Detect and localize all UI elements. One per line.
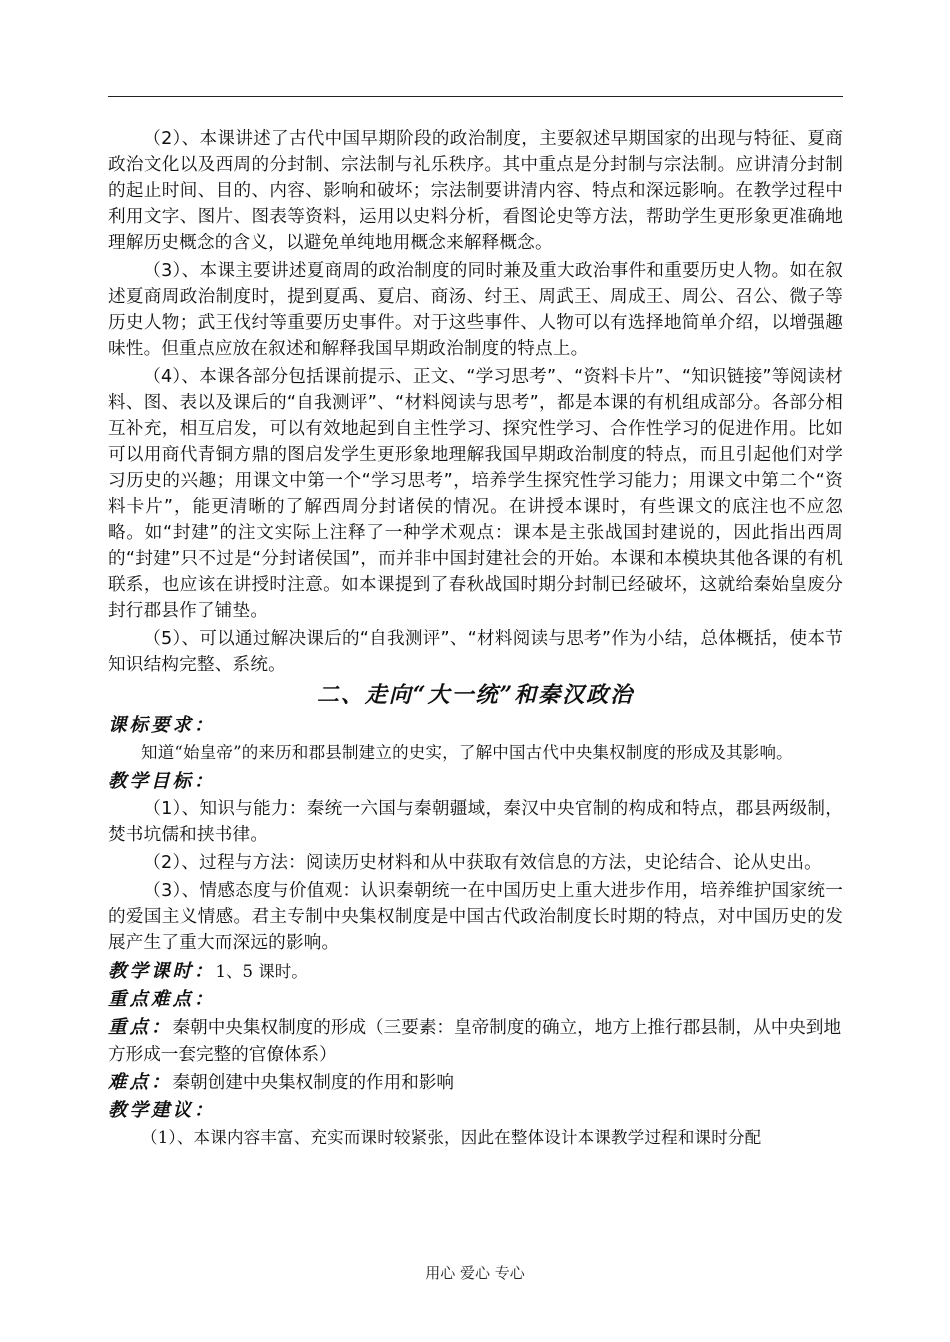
section-title: 二、走向“大一统”和秦汉政治 <box>316 682 635 708</box>
paragraph-5: （5）、可以通过解决课后的“自我测评”、“材料阅读与思考”作为小结，总体概括，使本节知识结构完整、系统。 <box>108 629 843 675</box>
nandian-row <box>108 1069 843 1097</box>
paragraph-4: （4）、本课各部分包括课前提示、正文、“学习思考”、“资料卡片”、“知识链接”等阅读材料、图、表以及课后的“自我测评”、“材料阅读与思考”，都是本课的有机组成部分。各部分相互补充，相互启发，可以有效地起到自主性学习、探究性学习、合作性学习的促进作用。比如可以用商代青铜方鼎的图启发学生更形象地理解我国早期政治制度的特点，而且引起他们对学习历史的兴趣；用课文中第一个“学习思考”，培养学生探究性学习能力；用课文中第二个“资料卡片”，能更清晰的了解西周分封诸侯的情况。在讲授本课时，有些课文的底注也不应忽略。如“封建”的注文实际上注释了一种学术观点：课本是主张战国封建说的，因此指出西周的“封建”只不过是“分封诸侯国”，而并非中国封建社会的开始。本课和本模块其他各课的有机联系，也应该在讲授时注意。如本课提到了春秋战国时期分封制已经破坏，这就给秦始皇废分封行郡县作了铺垫。 <box>108 367 843 621</box>
mubiao-item-3: （3）、情感态度与价值观：认识秦朝统一在中国历史上重大进步作用，培养维护国家统一的爱国主义情感。君主专制中央集权制度是中国古代政治制度长时期的特点，对中国历史的发展产生了重大而深远的影响。 <box>108 881 843 953</box>
zhongdian-value: 秦朝中央集权制度的形成（三要素：皇帝制度的确立，地方上推行郡县制，从中央到地方形成一套完整的官僚体系） <box>108 1018 842 1065</box>
paragraph-3: （3）、本课主要讲述夏商周的政治制度的同时兼及重大政治事件和重要历史人物。如在叙述夏商周政治制度时，提到夏禹、夏启、商汤、纣王、周武王、周成王、周公、召公、微子等历史人物；武王伐纣等重要历史事件。对于这些事件、人物可以有选择地简单介绍，以增强趣味性。但重点应放在叙述和解释我国早期政治制度的特点上。 <box>108 261 843 359</box>
mubiao-item-2: （2）、过程与方法：阅读历史材料和从中获取有效信息的方法，史论结合、论从史出。 <box>143 853 822 873</box>
keshi-label: 教学课时： <box>108 961 216 982</box>
mubiao-heading: 教学目标： <box>108 771 216 792</box>
zhongdian-label: 重点： <box>108 1017 173 1038</box>
nandian-value: 秦朝创建中央集权制度的作用和影响 <box>172 1073 455 1093</box>
kebiao-heading: 课标要求： <box>108 715 216 736</box>
keshi-value: 1、5 课时。 <box>215 962 308 981</box>
header-rule <box>108 96 843 97</box>
zhongnan-heading: 重点难点： <box>108 989 216 1010</box>
jianyi-text: （1）、本课内容丰富、充实而课时较紧张，因此在整体设计本课教学过程和课时分配 <box>141 1128 762 1147</box>
mubiao-item-1: （1）、知识与能力：秦统一六国与秦朝疆域，秦汉中央官制的构成和特点，郡县两级制，焚书坑儒和挟书律。 <box>108 799 843 845</box>
nandian-label: 难点： <box>108 1072 173 1093</box>
kebiao-text: 知道“始皇帝”的来历和郡县制建立的史实，了解中国古代中央集权制度的形成及其影响。 <box>141 743 793 762</box>
page-footer: 用心 爱心 专心 <box>425 1264 525 1282</box>
document-body <box>108 126 843 1153</box>
paragraph-2: （2）、本课讲述了古代中国早期阶段的政治制度，主要叙述早期国家的出现与特征、夏商政治文化以及西周的分封制、宗法制与礼乐秩序。其中重点是分封制与宗法制。应讲清分封制的起止时间、目的、内容、影响和破坏；宗法制要讲清内容、特点和深远影响。在教学过程中利用文字、图片、图表等资料，运用以史料分析，看图论史等方法，帮助学生更形象更准确地理解历史概念的含义，以避免单纯地用概念来解释概念。 <box>108 129 843 253</box>
keshi-row <box>108 958 843 986</box>
zhongdian-row <box>108 1014 843 1069</box>
jianyi-heading: 教学建议： <box>108 1100 216 1121</box>
